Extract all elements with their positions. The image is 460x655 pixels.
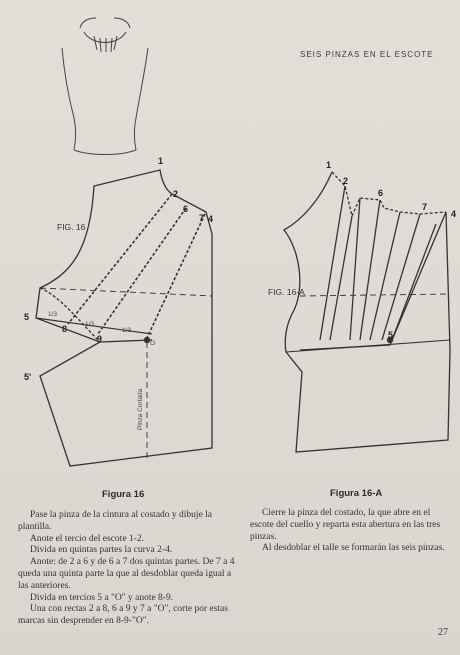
paragraph: Pase la pinza de la cintura al costado y dibuje la plantilla. [18, 510, 213, 532]
page-number: 27 [438, 627, 448, 638]
fig16a-label: FIG. 16-A [268, 287, 305, 297]
fig16-outline [36, 170, 212, 466]
fig16a-point-4: 4 [451, 209, 457, 219]
paragraph: Al desdoblar el talle se formarán las seis pinzas. [262, 543, 445, 554]
fig16-point-5: 5 [24, 312, 30, 322]
paragraph: Anote el tercio del escote 1-2. [30, 533, 144, 544]
fig16-vertical-label: Pinza Cortada [137, 388, 144, 430]
figure-16-caption: Figura 16 [102, 489, 145, 500]
fig16-point-9: 9 [97, 334, 103, 344]
fig16-point-6: 6 [183, 204, 189, 214]
fig16-o-label: O [150, 340, 156, 347]
paragraph: Una con rectas 2 a 8, 6 a 9 y 7 a "O", corte por estas marcas sin desprender en 8-9-"O". [18, 604, 228, 627]
fig16-point-4: 4 [208, 214, 214, 224]
fig16-label: FIG. 16 [57, 222, 86, 232]
fig16a-point-2: 2 [343, 176, 349, 186]
fig16a-point-1: 1 [326, 160, 332, 170]
figure-16a [284, 172, 450, 452]
fig16a-point-7: 7 [422, 202, 428, 212]
fig16-fraction-3: 1/3 [122, 327, 132, 334]
instructions-right [250, 508, 455, 555]
paragraph: Anote: de 2 a 6 y de 6 a 7 dos quintas partes. De 7 a 4 queda una quinta parte la que al desdoblar queda igual a las anteriores. [18, 557, 235, 591]
fig16-point-1: 1 [158, 156, 164, 166]
figure-16 [36, 170, 212, 466]
torso-sketch [62, 18, 148, 155]
fig16-fraction-1: 1/3 [48, 311, 58, 318]
fig16-point-2: 2 [173, 189, 179, 199]
paragraph: Divida en tercios 5 a "O" y anote 8-9. [30, 592, 174, 603]
instructions-left [18, 510, 240, 628]
fig16a-point-6: 6 [378, 188, 384, 198]
page-header: SEIS PINZAS EN EL ESCOTE [300, 50, 434, 59]
paragraph: Divida en quintas partes la curva 2-4. [30, 545, 173, 556]
paragraph: Cierre la pinza del costado, la que abre en el escote del cuello y reparta esta abertura en las tres pinzas. [250, 508, 441, 542]
fig16-point-7: 7 [199, 213, 205, 223]
figure-16a-caption: Figura 16-A [330, 488, 383, 499]
fig16a-point-5: 5 [388, 330, 394, 340]
fig16-point-8: 8 [62, 324, 68, 334]
fig16-point-5b: 5' [24, 372, 32, 382]
fig16-fraction-2: 1/3 [85, 321, 95, 328]
